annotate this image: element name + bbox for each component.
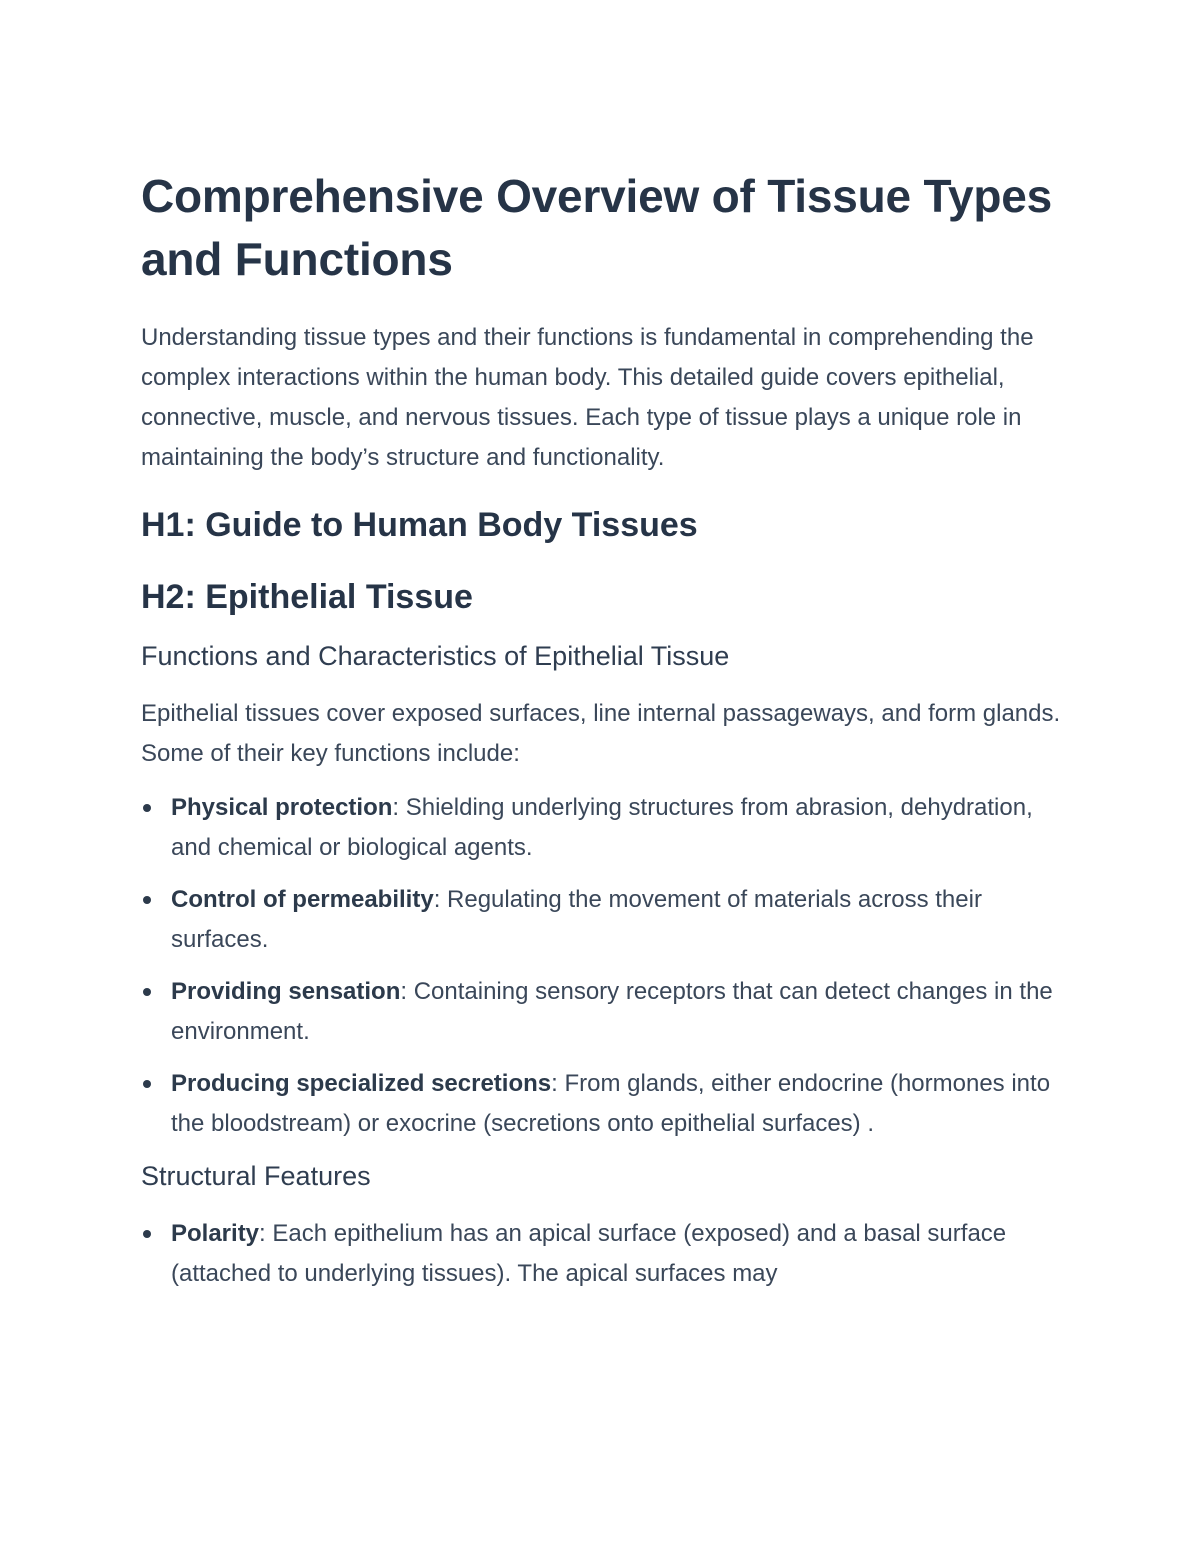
bullet-icon [143, 896, 151, 904]
bullet-term: Control of permeability [171, 886, 434, 913]
structure-heading: Structural Features [141, 1161, 371, 1191]
document-title: Comprehensive Overview of Tissue Types and Functions [141, 170, 1053, 285]
bullet-icon [143, 1230, 151, 1238]
bullet-text: : Regulating the movement of materials across their surfaces. [171, 886, 982, 953]
intro-paragraph: Understanding tissue types and their functions is fundamental in comprehending the complex interactions within the human body. This detailed guide covers epithelial, connective, muscle, and nervous tissues. Each type of tissue plays a unique role in maintaining the body’s structure and functionality. [141, 324, 1034, 471]
bullet-term: Physical protection [171, 794, 393, 821]
bullet-text: : Each epithelium has an apical surface (exposed) and a basal surface (attached to underlying tissues). The apical surfaces may [171, 1220, 1007, 1287]
h2-heading: H2: Epithelial Tissue [141, 578, 473, 616]
list-item [141, 880, 1061, 960]
bullet-term: Producing specialized secretions [171, 1070, 552, 1097]
bullet-text: : Shielding underlying structures from abrasion, dehydration, and chemical or biological agents. [171, 794, 1033, 861]
bullet-term: Providing sensation [171, 978, 401, 1005]
list-item [141, 1064, 1061, 1144]
bullet-text: : From glands, either endocrine (hormones into the bloodstream) or exocrine (secretions onto epithelial surfaces) . [171, 1070, 1051, 1137]
functions-paragraph: Epithelial tissues cover exposed surfaces, line internal passageways, and form glands. Some of their key functions include: [141, 700, 1061, 767]
h1-heading: H1: Guide to Human Body Tissues [141, 506, 698, 544]
bullet-text: : Containing sensory receptors that can detect changes in the environment. [171, 978, 1053, 1045]
document-page [141, 165, 1061, 1306]
list-item [141, 788, 1061, 868]
functions-list [141, 788, 1061, 1144]
list-item [141, 1214, 1061, 1294]
bullet-icon [143, 988, 151, 996]
structure-list [141, 1214, 1061, 1294]
functions-heading: Functions and Characteristics of Epithelial Tissue [141, 641, 730, 671]
bullet-icon [143, 804, 151, 812]
bullet-term: Polarity [171, 1220, 260, 1247]
list-item [141, 972, 1061, 1052]
bullet-icon [143, 1080, 151, 1088]
